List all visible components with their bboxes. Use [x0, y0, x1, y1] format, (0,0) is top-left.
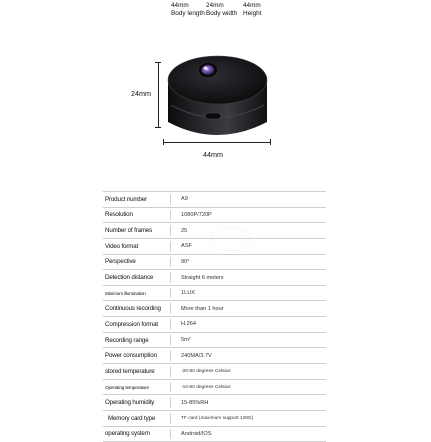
- bottom-dimension-label: 44mm: [203, 150, 223, 159]
- column-divider: [170, 319, 171, 330]
- dimension-label: Height: [243, 10, 262, 17]
- dimension-label: Body width: [206, 10, 238, 17]
- spec-label: Recording range: [105, 336, 149, 344]
- dimension-label: Body length: [171, 10, 205, 17]
- column-divider: [170, 397, 171, 408]
- column-divider: [170, 288, 171, 299]
- column-divider: [170, 335, 171, 346]
- spec-value: ASF: [181, 243, 192, 250]
- column-divider: [170, 382, 171, 393]
- spec-label: stored temperature: [105, 367, 155, 375]
- spec-label: Number of frames: [105, 227, 153, 235]
- spec-label: Memory card type: [108, 414, 156, 422]
- spec-value: 1LUX: [181, 290, 195, 297]
- spec-label: Minimum illumination: [105, 290, 146, 296]
- dimension-body-width: [206, 2, 237, 18]
- spec-value: 15-85%RH: [181, 399, 209, 406]
- spec-label: Power consumption: [105, 352, 157, 360]
- spec-label: Operating temperature: [105, 384, 150, 390]
- spec-value: More than 1 hour: [181, 305, 224, 312]
- table-row: [103, 301, 326, 317]
- table-row: [103, 364, 326, 380]
- spec-label: Video format: [105, 242, 139, 250]
- dimension-value: 24mm: [206, 2, 224, 9]
- table-row: [103, 239, 326, 255]
- table-row: [103, 223, 326, 239]
- table-row: [103, 411, 326, 427]
- table-row: [103, 286, 326, 302]
- table-row: [103, 255, 326, 271]
- spec-value: 240MA/3.7V: [181, 352, 212, 359]
- spec-label: operating system: [105, 430, 150, 438]
- height-dimension-line: [158, 62, 159, 127]
- column-divider: [170, 429, 171, 440]
- column-divider: [170, 257, 171, 268]
- table-row: [103, 333, 326, 349]
- column-divider: [170, 225, 171, 236]
- column-divider: [170, 241, 171, 252]
- specifications-table: [103, 191, 326, 442]
- spec-value: TF card (maximum support 128G): [181, 415, 254, 421]
- spec-value: 1080P/720P: [181, 211, 212, 218]
- spec-label: Compression format: [105, 320, 159, 328]
- spec-value: 90°: [181, 258, 190, 265]
- spec-label: Operating humidity: [105, 399, 155, 407]
- table-row: [103, 317, 326, 333]
- spec-label: Product number: [105, 195, 147, 203]
- spec-value: 25: [181, 227, 188, 234]
- spec-label: Continuous recording: [105, 305, 161, 313]
- dimension-value: 44mm: [243, 2, 261, 9]
- column-divider: [170, 350, 171, 361]
- column-divider: [170, 194, 171, 205]
- spec-label: Perspective: [105, 258, 136, 266]
- spec-value: Straight 6 meters: [181, 274, 224, 281]
- column-divider: [170, 272, 171, 283]
- spec-value: -10-60 degrees Celsius: [181, 384, 231, 390]
- table-row: [103, 380, 326, 396]
- spec-label: Resolution: [105, 211, 133, 219]
- column-divider: [170, 366, 171, 377]
- spec-value: 5m²: [181, 337, 191, 344]
- table-row: [103, 395, 326, 411]
- table-row: [103, 270, 326, 286]
- dimension-height: [243, 2, 261, 18]
- spec-label: Detection distance: [105, 274, 154, 282]
- table-row: [103, 427, 326, 442]
- height-dimension-tick-top: [155, 62, 161, 63]
- spec-value: -20-80 degrees Celsius: [181, 368, 231, 374]
- table-row: [103, 208, 326, 224]
- dimension-body-length: [171, 2, 205, 18]
- spec-value: Android/IOS: [181, 430, 212, 437]
- table-row: [103, 348, 326, 364]
- dimension-value: 44mm: [171, 2, 189, 9]
- camera-product-image: [164, 50, 271, 146]
- column-divider: [170, 210, 171, 221]
- side-dimension-label: 24mm: [131, 89, 151, 98]
- spec-value: A9: [181, 196, 188, 203]
- table-row: [103, 192, 326, 208]
- column-divider: [170, 413, 171, 424]
- column-divider: [170, 303, 171, 314]
- height-dimension-tick-bottom: [155, 127, 161, 128]
- spec-value: H.264: [181, 321, 196, 328]
